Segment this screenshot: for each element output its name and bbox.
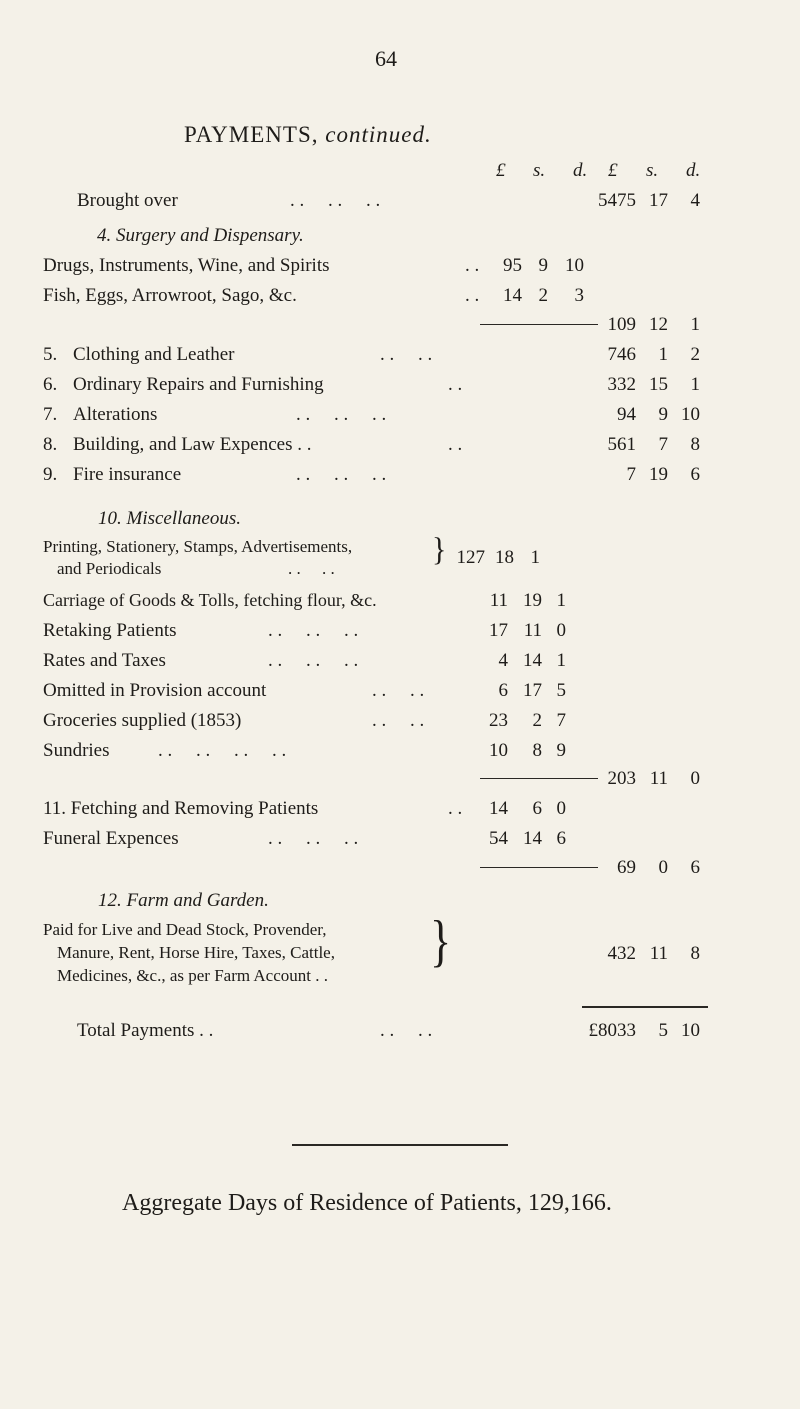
farm-line3: Medicines, &c., as per Farm Account . .: [57, 966, 328, 985]
item-s: 8: [532, 740, 542, 761]
section-4-item-d: 3: [574, 285, 584, 306]
section-number: 8.: [43, 434, 58, 455]
section-total-s: 1: [658, 344, 668, 365]
section-4-item-s: 2: [538, 285, 548, 306]
section-4-item-label: Drugs, Instruments, Wine, and Spirits: [43, 255, 330, 276]
section-11-total-pounds: 69: [617, 857, 636, 878]
section-total-pounds: 7: [626, 464, 636, 485]
section-total-s: 19: [649, 464, 668, 485]
section-number: 5.: [43, 344, 58, 365]
item-label: Omitted in Provision account: [43, 680, 267, 701]
item-pounds: 23: [489, 710, 508, 731]
section-10-total-s: 11: [649, 768, 668, 789]
printing-brace: }: [432, 531, 447, 568]
section-total-d: 8: [690, 434, 700, 455]
section-dots: . .: [448, 434, 463, 455]
item-label: Groceries supplied (1853): [43, 710, 242, 731]
section-number: 6.: [43, 374, 58, 395]
col-s-2: s.: [646, 160, 659, 181]
section-10-total-pounds: 203: [607, 768, 636, 789]
section-total-d: 2: [690, 344, 700, 365]
section-label: Fire insurance: [73, 464, 182, 485]
section-4-item-dots: . .: [465, 285, 480, 306]
section-dots: . . . . . .: [296, 464, 387, 485]
aggregate-days: Aggregate Days of Residence of Patients, 129,166.: [122, 1190, 612, 1216]
item-d: 6: [556, 828, 566, 849]
item-pounds: 10: [489, 740, 508, 761]
item-d: 1: [556, 650, 566, 671]
section-4-item-pounds: 95: [503, 255, 522, 276]
section-dots: . . . . . .: [296, 404, 387, 425]
section-10-heading: 10. Miscellaneous.: [98, 508, 242, 529]
section-dots: . . . .: [380, 344, 433, 365]
item-d: 0: [556, 620, 566, 641]
section-total-d: 1: [690, 374, 700, 395]
item-label: Sundries: [43, 740, 110, 761]
section-total-s: 9: [658, 404, 668, 425]
item-d: 7: [556, 710, 566, 731]
brought-over-dots: . . . . . .: [290, 190, 381, 211]
grand-total-pounds: £8033: [588, 1020, 636, 1041]
section-12-total-d: 8: [690, 943, 700, 964]
item-label: Carriage of Goods & Tolls, fetching flour, &c.: [43, 590, 377, 610]
item-d: 0: [556, 798, 566, 819]
section-total-d: 6: [690, 464, 700, 485]
item-d: 1: [556, 590, 566, 611]
item-d: 9: [556, 740, 566, 761]
section-label: Building, and Law Expences . .: [73, 434, 312, 455]
grand-total-s: 5: [658, 1020, 668, 1041]
item-pounds: 4: [498, 650, 508, 671]
section-4-heading: [97, 225, 304, 247]
section-12-total-pounds: 432: [607, 943, 636, 964]
section-11-total-d: 6: [690, 857, 700, 878]
item-s: 19: [523, 590, 542, 611]
brought-over-d: 4: [690, 190, 700, 211]
item-pounds: 14: [489, 798, 508, 819]
section-total-pounds: 746: [607, 344, 636, 365]
item-pounds: 6: [498, 680, 508, 701]
col-d-1: d.: [573, 160, 588, 181]
item-dots: . . . .: [372, 710, 425, 731]
item-label: Retaking Patients: [43, 620, 177, 641]
grand-total-rule: [582, 1006, 708, 1008]
section-total-pounds: 94: [617, 404, 636, 425]
printing-dots: . . . .: [288, 559, 335, 578]
section-dots: . .: [448, 374, 463, 395]
item-label: Funeral Expences: [43, 828, 179, 849]
section-4-heading-text: 4. Surgery and Dispensary.: [97, 225, 304, 246]
brought-over-s: 17: [649, 190, 668, 211]
section-total-pounds: 332: [607, 374, 636, 395]
brought-over-pounds: 5475: [598, 190, 636, 211]
grand-total-d: 10: [681, 1020, 700, 1041]
item-pounds: 17: [489, 620, 508, 641]
section-4-item-dots: . .: [465, 255, 480, 276]
printing-line2: and Periodicals: [57, 559, 162, 578]
section-11-total-s: 0: [658, 857, 668, 878]
item-pounds: 11: [489, 590, 508, 611]
section-label: Ordinary Repairs and Furnishing: [73, 374, 324, 395]
printing-s: 18: [495, 547, 514, 568]
section-4-item-d: 10: [565, 255, 584, 276]
section-10-rule: [480, 778, 598, 779]
bottom-rule: [292, 1144, 508, 1146]
grand-total-dots: . . . .: [380, 1020, 433, 1041]
item-dots: . . . . . .: [268, 828, 359, 849]
title-main: PAYMENTS,: [184, 122, 319, 147]
section-4-item-s: 9: [538, 255, 548, 276]
section-total-s: 15: [649, 374, 668, 395]
farm-brace: }: [430, 909, 452, 974]
section-4-item-label: Fish, Eggs, Arrowroot, Sago, &c.: [43, 285, 297, 306]
farm-line2: Manure, Rent, Horse Hire, Taxes, Cattle,: [57, 943, 335, 962]
col-pound-1: £: [496, 160, 506, 181]
section-10-total-d: 0: [690, 768, 700, 789]
col-d-2: d.: [686, 160, 701, 181]
page-title: [184, 122, 432, 148]
item-s: 6: [532, 798, 542, 819]
section-total-s: 7: [658, 434, 668, 455]
section-11-rule: [480, 867, 598, 868]
section-label: Alterations: [73, 404, 158, 425]
section-total-d: 10: [681, 404, 700, 425]
section-4-total-s: 12: [649, 314, 668, 335]
section-number: 7.: [43, 404, 58, 425]
item-dots: . . . . . . . .: [158, 740, 287, 761]
item-s: 2: [532, 710, 542, 731]
printing-line1: Printing, Stationery, Stamps, Advertisements,: [43, 537, 353, 556]
title-cont: continued.: [325, 122, 432, 147]
item-dots: . . . . . .: [268, 620, 359, 641]
section-12-total-s: 11: [649, 943, 668, 964]
section-12-heading: 12. Farm and Garden.: [98, 890, 269, 911]
item-dots: . . . .: [372, 680, 425, 701]
item-d: 5: [556, 680, 566, 701]
item-dots: . .: [448, 798, 463, 819]
brought-over-label: Brought over: [77, 190, 178, 211]
item-s: 14: [523, 650, 542, 671]
item-s: 17: [523, 680, 542, 701]
printing-d: 1: [530, 547, 540, 568]
item-label: Rates and Taxes: [43, 650, 166, 671]
grand-total-label: Total Payments . .: [77, 1020, 214, 1041]
printing-pounds: 127: [456, 547, 485, 568]
section-number: 9.: [43, 464, 58, 485]
page-number: 64: [375, 46, 397, 71]
section-label: Clothing and Leather: [73, 344, 235, 365]
section-total-pounds: 561: [607, 434, 636, 455]
item-label: 11. Fetching and Removing Patients: [43, 798, 319, 819]
section-4-total-d: 1: [690, 314, 700, 335]
col-pound-2: £: [608, 160, 618, 181]
item-dots: . . . . . .: [268, 650, 359, 671]
section-4-rule: [480, 324, 598, 325]
item-s: 11: [523, 620, 542, 641]
section-4-item-pounds: 14: [503, 285, 522, 306]
section-4-total-pounds: 109: [607, 314, 636, 335]
farm-line1: Paid for Live and Dead Stock, Provender,: [43, 920, 327, 939]
item-pounds: 54: [489, 828, 508, 849]
item-s: 14: [523, 828, 542, 849]
col-s-1: s.: [533, 160, 546, 181]
